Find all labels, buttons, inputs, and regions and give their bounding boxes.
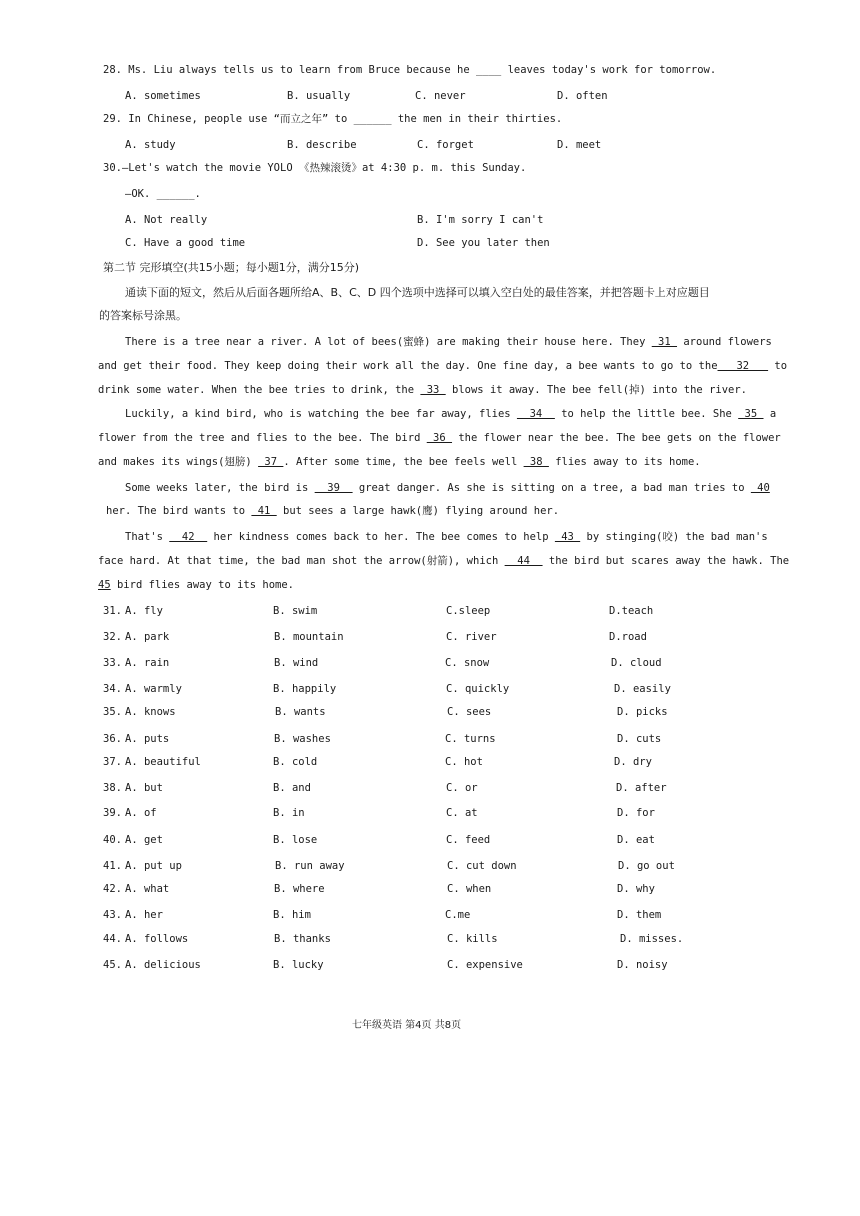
blank-40: 40 bbox=[750, 482, 770, 494]
cloze-option-d: D. noisy bbox=[617, 959, 668, 971]
cloze-option-b: B. happily bbox=[273, 683, 337, 695]
cloze-option-b: B. lose bbox=[273, 834, 318, 846]
cloze-option-b: B. thanks bbox=[274, 933, 331, 945]
cloze-option-c: C.me bbox=[445, 909, 471, 921]
q28-option-a: A. sometimes bbox=[125, 90, 201, 102]
cloze-num: 33. bbox=[103, 657, 122, 669]
page-footer: 七年级英语 第4页 共8页 bbox=[352, 1020, 462, 1031]
cloze-option-c: C. sees bbox=[447, 706, 492, 718]
cloze-option-a: A. rain bbox=[125, 657, 170, 669]
cloze-option-b: B. lucky bbox=[273, 959, 324, 971]
q30-option-d: D. See you later then bbox=[417, 237, 550, 249]
cloze-num: 41. bbox=[103, 860, 122, 872]
question-29-stem: 29. In Chinese, people use “而立之年” to ______ the men in their thirties. bbox=[103, 113, 563, 125]
cloze-option-c: C. kills bbox=[447, 933, 498, 945]
cloze-option-c: C. at bbox=[446, 807, 478, 819]
cloze-num: 35. bbox=[103, 706, 122, 718]
cloze-option-a: A. puts bbox=[125, 733, 170, 745]
cloze-option-b: B. mountain bbox=[274, 631, 344, 643]
cloze-num: 43. bbox=[103, 909, 122, 921]
blank-38: 38 bbox=[523, 456, 549, 468]
section-instruction-line2: 的答案标号涂黑。 bbox=[99, 309, 187, 322]
cloze-option-d: D. easily bbox=[614, 683, 671, 695]
cloze-option-a: A. of bbox=[125, 807, 157, 819]
blank-37: 37 bbox=[258, 456, 284, 468]
cloze-option-b: B. run away bbox=[275, 860, 345, 872]
passage-line: There is a tree near a river. A lot of bees(蜜蜂) are making their house here. They 31 around flowers bbox=[125, 336, 772, 348]
passage-line: and get their food. They keep doing their work all the day. One fine day, a bee wants to go to the 32 to bbox=[98, 360, 788, 372]
cloze-option-c: C. or bbox=[446, 782, 478, 794]
blank-34: 34 bbox=[516, 408, 555, 420]
blank-31: 31 bbox=[651, 336, 678, 348]
q29-option-c: C. forget bbox=[417, 139, 474, 151]
cloze-num: 38. bbox=[103, 782, 122, 794]
cloze-option-d: D. after bbox=[616, 782, 667, 794]
cloze-option-d: D. picks bbox=[617, 706, 668, 718]
passage-line: drink some water. When the bee tries to drink, the 33 blows it away. The bee fell(掉) into the river. bbox=[98, 384, 747, 396]
cloze-option-d: D.teach bbox=[609, 605, 654, 617]
cloze-option-d: D. dry bbox=[614, 756, 652, 768]
blank-42: 42 bbox=[169, 531, 208, 543]
passage-line: Luckily, a kind bird, who is watching the bee far away, flies 34 to help the little bee. She 35 a bbox=[125, 408, 777, 420]
q30-option-b: B. I'm sorry I can't bbox=[417, 214, 544, 226]
cloze-option-c: C. feed bbox=[446, 834, 491, 846]
cloze-option-b: B. wants bbox=[275, 706, 326, 718]
passage-line: face hard. At that time, the bad man shot the arrow(射箭), which 44 the bird but scares away the hawk. The bbox=[98, 555, 790, 567]
blank-43: 43 bbox=[554, 531, 581, 543]
cloze-option-b: B. and bbox=[273, 782, 311, 794]
cloze-option-b: B. cold bbox=[273, 756, 318, 768]
cloze-option-b: B. where bbox=[274, 883, 325, 895]
cloze-option-d: D. why bbox=[617, 883, 655, 895]
cloze-option-a: A. park bbox=[125, 631, 170, 643]
q29-option-a: A. study bbox=[125, 139, 176, 151]
blank-39: 39 bbox=[314, 482, 353, 494]
cloze-num: 40. bbox=[103, 834, 122, 846]
cloze-num: 34. bbox=[103, 683, 122, 695]
cloze-option-d: D. cloud bbox=[611, 657, 662, 669]
q30-option-a: A. Not really bbox=[125, 214, 208, 226]
cloze-option-b: B. in bbox=[273, 807, 305, 819]
blank-32: 32 bbox=[717, 360, 769, 372]
passage-line: Some weeks later, the bird is 39 great danger. As she is sitting on a tree, a bad man tries to 40 bbox=[125, 482, 770, 494]
blank-45: 45 bbox=[98, 579, 111, 591]
cloze-option-d: D. misses. bbox=[620, 933, 684, 945]
passage-line: and makes its wings(翅膀) 37 . After some time, the bee feels well 38 flies away to its home. bbox=[98, 456, 701, 468]
cloze-option-c: C. when bbox=[447, 883, 492, 895]
q28-option-c: C. never bbox=[415, 90, 466, 102]
q29-option-b: B. describe bbox=[287, 139, 357, 151]
cloze-option-c: C. turns bbox=[445, 733, 496, 745]
q30-option-c: C. Have a good time bbox=[125, 237, 246, 249]
cloze-option-b: B. wind bbox=[274, 657, 319, 669]
cloze-option-d: D. cuts bbox=[617, 733, 662, 745]
cloze-option-a: A. her bbox=[125, 909, 163, 921]
cloze-option-a: A. delicious bbox=[125, 959, 201, 971]
q29-option-d: D. meet bbox=[557, 139, 602, 151]
section-heading: 第二节 完形填空(共15小题；每小题1分，满分15分) bbox=[103, 261, 360, 274]
section-instruction-line1: 通读下面的短文，然后从后面各题所给A、B、C、D 四个选项中选择可以填入空白处的最佳答案，并把答题卡上对应题目 bbox=[125, 286, 710, 299]
blank-44: 44 bbox=[504, 555, 543, 567]
cloze-option-d: D. them bbox=[617, 909, 662, 921]
cloze-option-c: C.sleep bbox=[446, 605, 491, 617]
passage-line: flower from the tree and flies to the bee. The bird 36 the flower near the bee. The bee gets on the flower bbox=[98, 432, 781, 444]
cloze-option-b: B. him bbox=[273, 909, 311, 921]
cloze-option-d: D.road bbox=[609, 631, 647, 643]
cloze-num: 42. bbox=[103, 883, 122, 895]
cloze-option-a: A. get bbox=[125, 834, 163, 846]
cloze-option-a: A. beautiful bbox=[125, 756, 201, 768]
cloze-num: 31. bbox=[103, 605, 122, 617]
cloze-num: 39. bbox=[103, 807, 122, 819]
passage-line: That's 42 her kindness comes back to her. The bee comes to help 43 by stinging(咬) the bad man's bbox=[125, 531, 768, 543]
question-30-stem: 30.—Let's watch the movie YOLO 《热辣滚烫》at 4:30 p. m. this Sunday. bbox=[103, 162, 527, 174]
cloze-option-c: C. hot bbox=[445, 756, 483, 768]
cloze-option-d: D. for bbox=[617, 807, 655, 819]
question-28-stem: 28. Ms. Liu always tells us to learn from Bruce because he ____ leaves today's work for tomorrow. bbox=[103, 64, 717, 76]
cloze-option-d: D. go out bbox=[618, 860, 675, 872]
cloze-option-a: A. warmly bbox=[125, 683, 182, 695]
cloze-option-a: A. what bbox=[125, 883, 170, 895]
cloze-option-d: D. eat bbox=[617, 834, 655, 846]
cloze-num: 37. bbox=[103, 756, 122, 768]
cloze-option-c: C. quickly bbox=[446, 683, 510, 695]
cloze-num: 32. bbox=[103, 631, 122, 643]
cloze-option-b: B. washes bbox=[274, 733, 331, 745]
cloze-option-a: A. knows bbox=[125, 706, 176, 718]
passage-line: her. The bird wants to 41 but sees a large hawk(鹰) flying around her. bbox=[106, 505, 560, 517]
blank-41: 41 bbox=[251, 505, 277, 517]
cloze-option-a: A. follows bbox=[125, 933, 189, 945]
cloze-option-c: C. river bbox=[446, 631, 497, 643]
cloze-option-c: C. expensive bbox=[447, 959, 523, 971]
cloze-num: 45. bbox=[103, 959, 122, 971]
cloze-option-a: A. put up bbox=[125, 860, 182, 872]
cloze-option-a: A. but bbox=[125, 782, 163, 794]
q28-option-b: B. usually bbox=[287, 90, 351, 102]
cloze-num: 44. bbox=[103, 933, 122, 945]
cloze-num: 36. bbox=[103, 733, 122, 745]
cloze-option-c: C. cut down bbox=[447, 860, 517, 872]
cloze-option-a: A. fly bbox=[125, 605, 163, 617]
question-30-reply: —OK. ______. bbox=[125, 188, 201, 200]
cloze-option-b: B. swim bbox=[273, 605, 318, 617]
cloze-option-c: C. snow bbox=[445, 657, 490, 669]
passage-line: 45 bird flies away to its home. bbox=[98, 579, 294, 591]
q28-option-d: D. often bbox=[557, 90, 608, 102]
blank-36: 36 bbox=[426, 432, 453, 444]
blank-33: 33 bbox=[420, 384, 446, 396]
blank-35: 35 bbox=[738, 408, 764, 420]
